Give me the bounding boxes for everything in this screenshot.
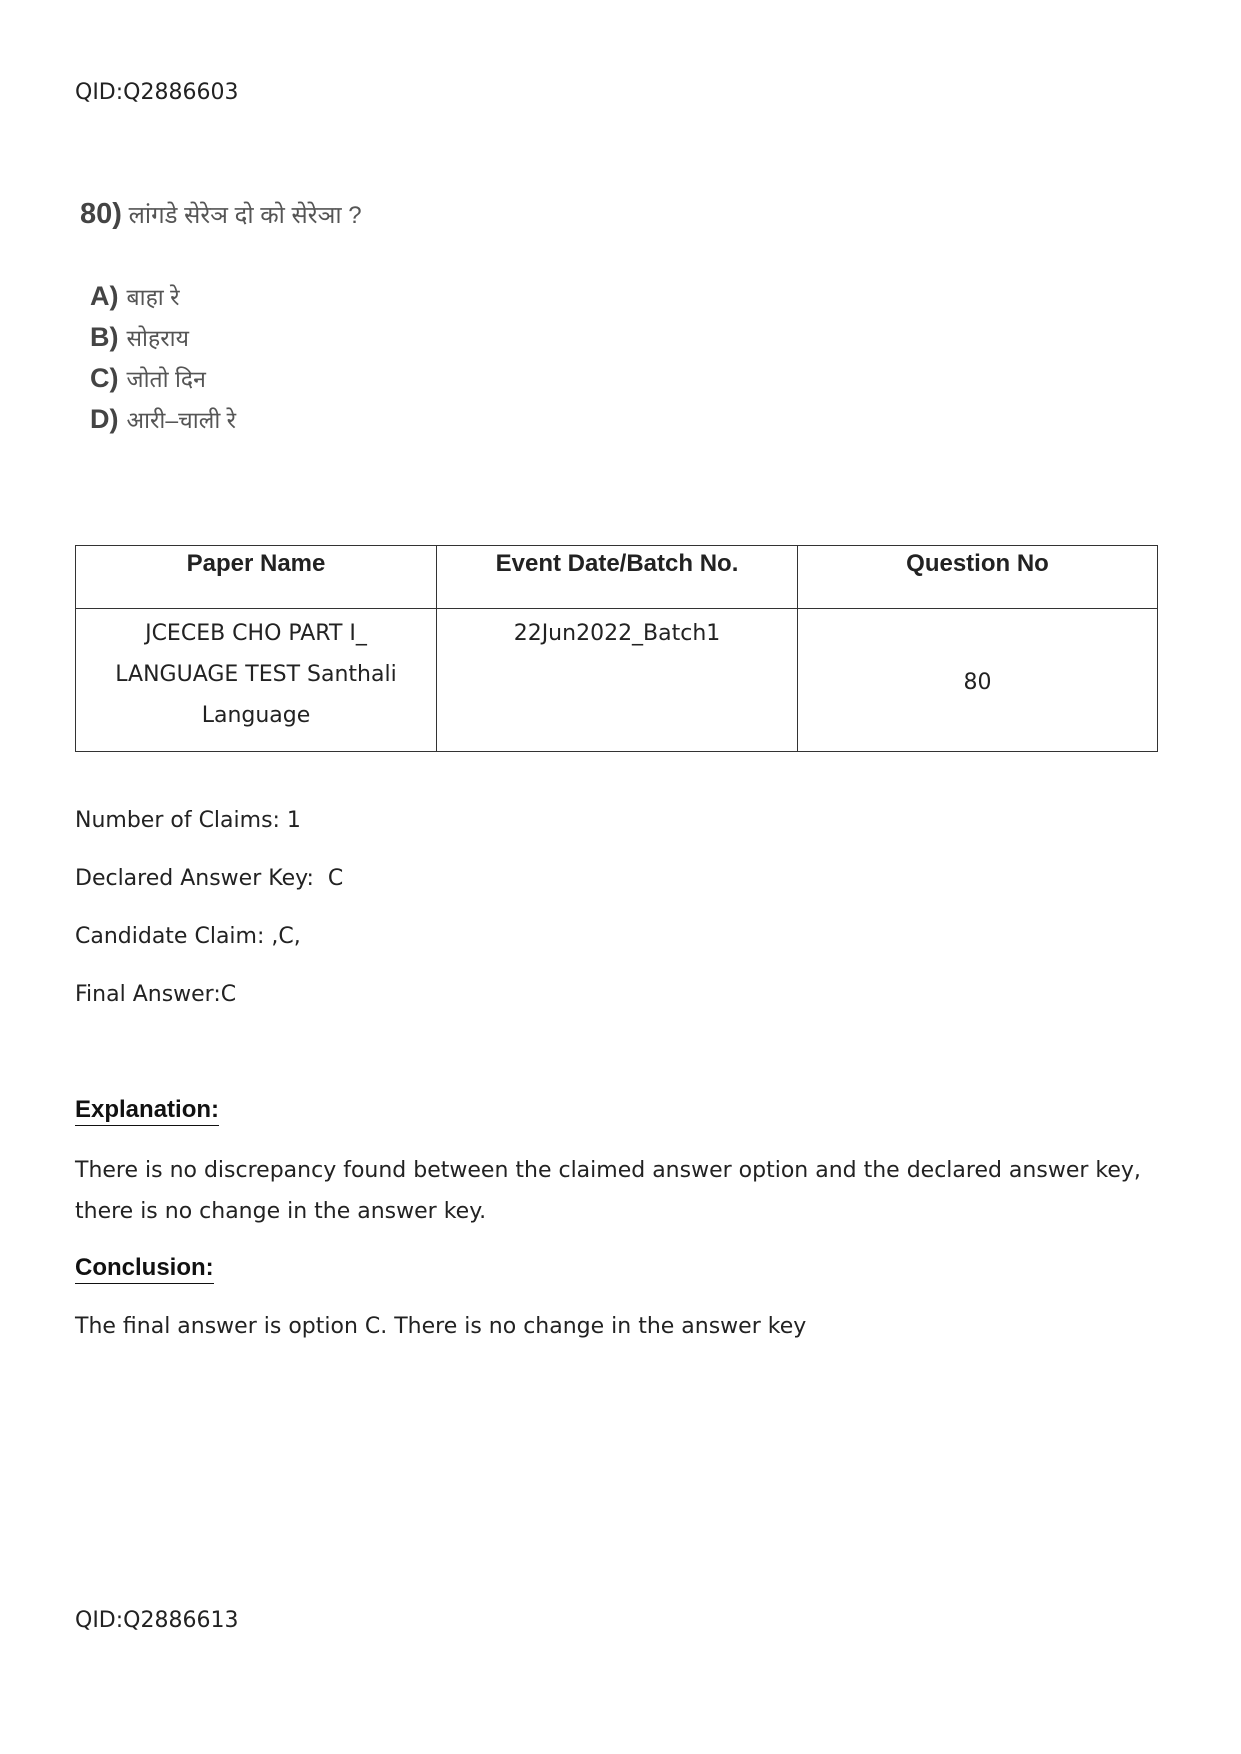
cell-paper-name: JCECEB CHO PART I_ LANGUAGE TEST Santhali Language	[76, 609, 437, 752]
declared-answer-key: Declared Answer Key: C	[75, 866, 344, 891]
question-stem	[80, 198, 362, 231]
cell-question-no: 80	[798, 609, 1158, 752]
option-d	[90, 399, 236, 440]
conclusion-text: The final answer is option C. There is no change in the answer key	[75, 1314, 807, 1339]
header-event-date: Event Date/Batch No.	[437, 546, 798, 609]
final-answer: Final Answer:C	[75, 982, 237, 1007]
footer-question-id: QID:Q2886613	[75, 1608, 239, 1633]
option-a	[90, 276, 236, 317]
option-text: बाहा रे	[126, 284, 180, 310]
option-text: आरी–चाली रे	[126, 407, 237, 433]
table-row	[76, 609, 1158, 752]
cell-event-date: 22Jun2022_Batch1	[437, 609, 798, 752]
option-label: A)	[90, 281, 119, 311]
option-c	[90, 358, 236, 399]
question-number: 80)	[80, 198, 122, 230]
explanation-text: There is no discrepancy found between the claimed answer option and the declared answer key, there is no change in the answer key.	[75, 1158, 1141, 1224]
option-label: C)	[90, 363, 119, 393]
header-paper-name: Paper Name	[76, 546, 437, 609]
number-of-claims: Number of Claims: 1	[75, 808, 301, 833]
option-b	[90, 317, 236, 358]
explanation-heading: Explanation:	[75, 1096, 219, 1126]
candidate-claim: Candidate Claim: ,C,	[75, 924, 301, 949]
question-id: QID:Q2886603	[75, 80, 239, 105]
option-text: सोहराय	[126, 325, 189, 351]
option-list	[90, 276, 236, 440]
question-text: लांगडे सेरेञ दो को सेरेञा ?	[128, 202, 362, 229]
header-question-no: Question No	[798, 546, 1158, 609]
paper-info-table	[75, 545, 1158, 752]
table-header-row	[76, 546, 1158, 609]
option-label: D)	[90, 404, 119, 434]
option-text: जोतो दिन	[126, 366, 206, 392]
conclusion-heading: Conclusion:	[75, 1254, 214, 1284]
option-label: B)	[90, 322, 119, 352]
